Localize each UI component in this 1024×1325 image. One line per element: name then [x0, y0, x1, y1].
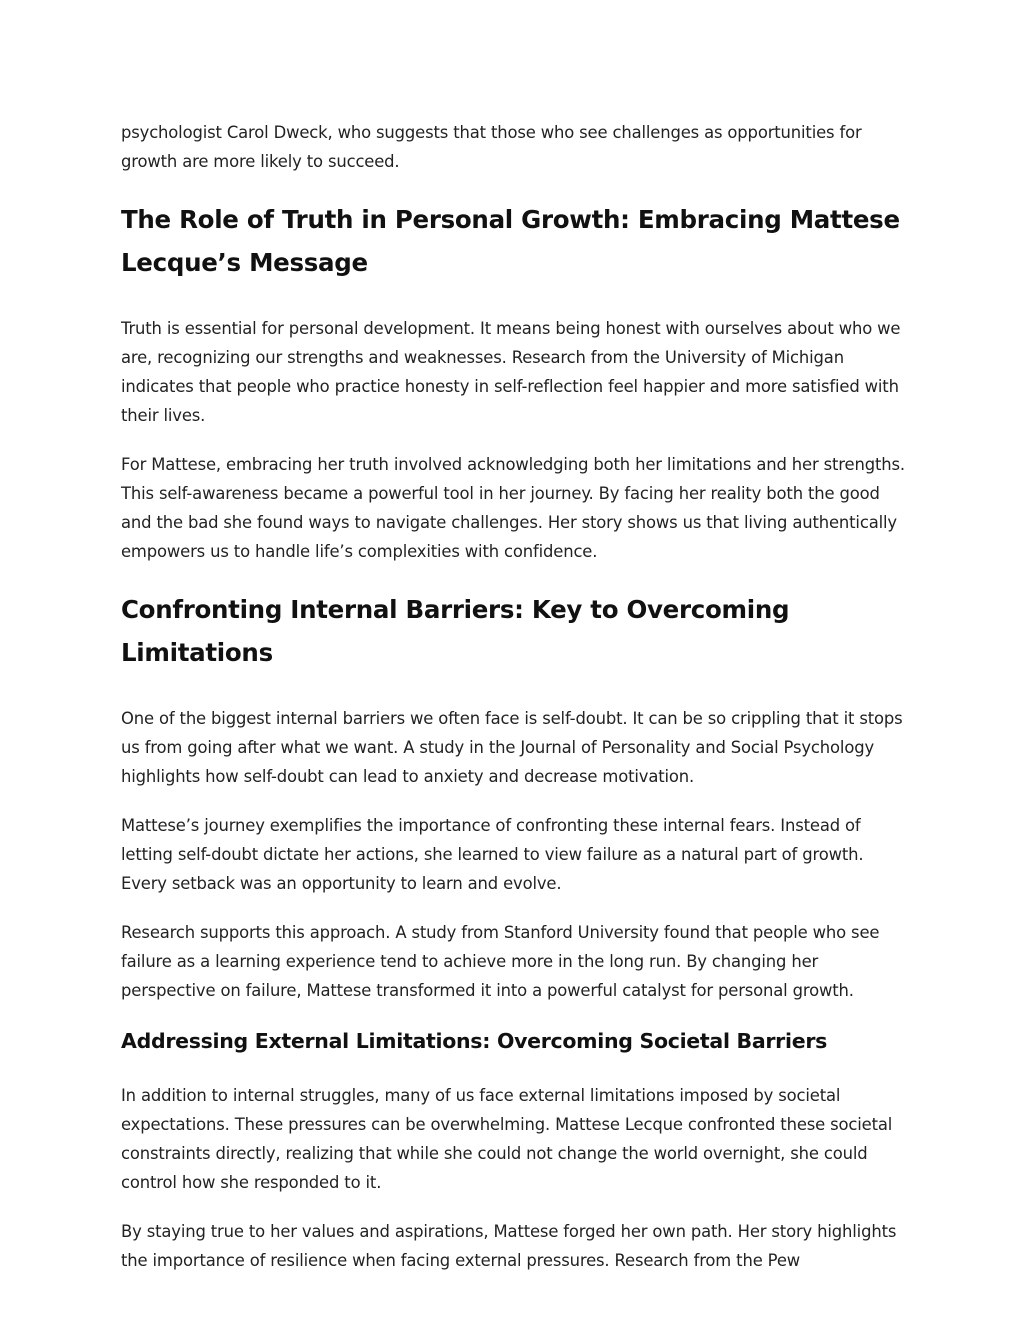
intro-paragraph: psychologist Carol Dweck, who suggests that those who see challenges as opportunities for growth are more likely to succeed.: [121, 123, 862, 171]
document-page: [121, 118, 911, 1295]
heading-internal-barriers: Confronting Internal Barriers: Key to Overcoming Limitations: [121, 595, 790, 667]
heading-role-of-truth: The Role of Truth in Personal Growth: Embracing Mattese Lecque’s Message: [121, 205, 900, 277]
internal-paragraph-3: Research supports this approach. A study from Stanford University found that people who see failure as a learning experience tend to achieve more in the long run. By changing her perspective on failure, Mattese transformed it into a powerful catalyst for personal growth.: [121, 923, 880, 1000]
internal-paragraph-2: Mattese’s journey exemplifies the importance of confronting these internal fears. Instead of letting self-doubt dictate her actions, she learned to view failure as a natural part of growth. Every setback was an opportunity to learn and evolve.: [121, 816, 864, 893]
truth-paragraph-2: For Mattese, embracing her truth involved acknowledging both her limitations and her strengths. This self-awareness became a powerful tool in her journey. By facing her reality both the good and the bad she found ways to navigate challenges. Her story shows us that living authentically empowers us to handle life’s complexities with confidence.: [121, 455, 905, 561]
internal-paragraph-1: One of the biggest internal barriers we often face is self-doubt. It can be so crippling that it stops us from going after what we want. A study in the Journal of Personality and Social Psychology highlights how self-doubt can lead to anxiety and decrease motivation.: [121, 709, 903, 786]
heading-external-limitations: Addressing External Limitations: Overcoming Societal Barriers: [121, 1029, 828, 1053]
external-paragraph-2: By staying true to her values and aspirations, Mattese forged her own path. Her story highlights the importance of resilience when facing external pressures. Research from the Pew: [121, 1222, 897, 1270]
external-paragraph-1: In addition to internal struggles, many of us face external limitations imposed by societal expectations. These pressures can be overwhelming. Mattese Lecque confronted these societal constraints directly, realizing that while she could not change the world overnight, she could control how she responded to it.: [121, 1086, 893, 1192]
truth-paragraph-1: Truth is essential for personal development. It means being honest with ourselves about who we are, recognizing our strengths and weaknesses. Research from the University of Michigan indicates that people who practice honesty in self-reflection feel happier and more satisfied with their lives.: [121, 319, 901, 425]
